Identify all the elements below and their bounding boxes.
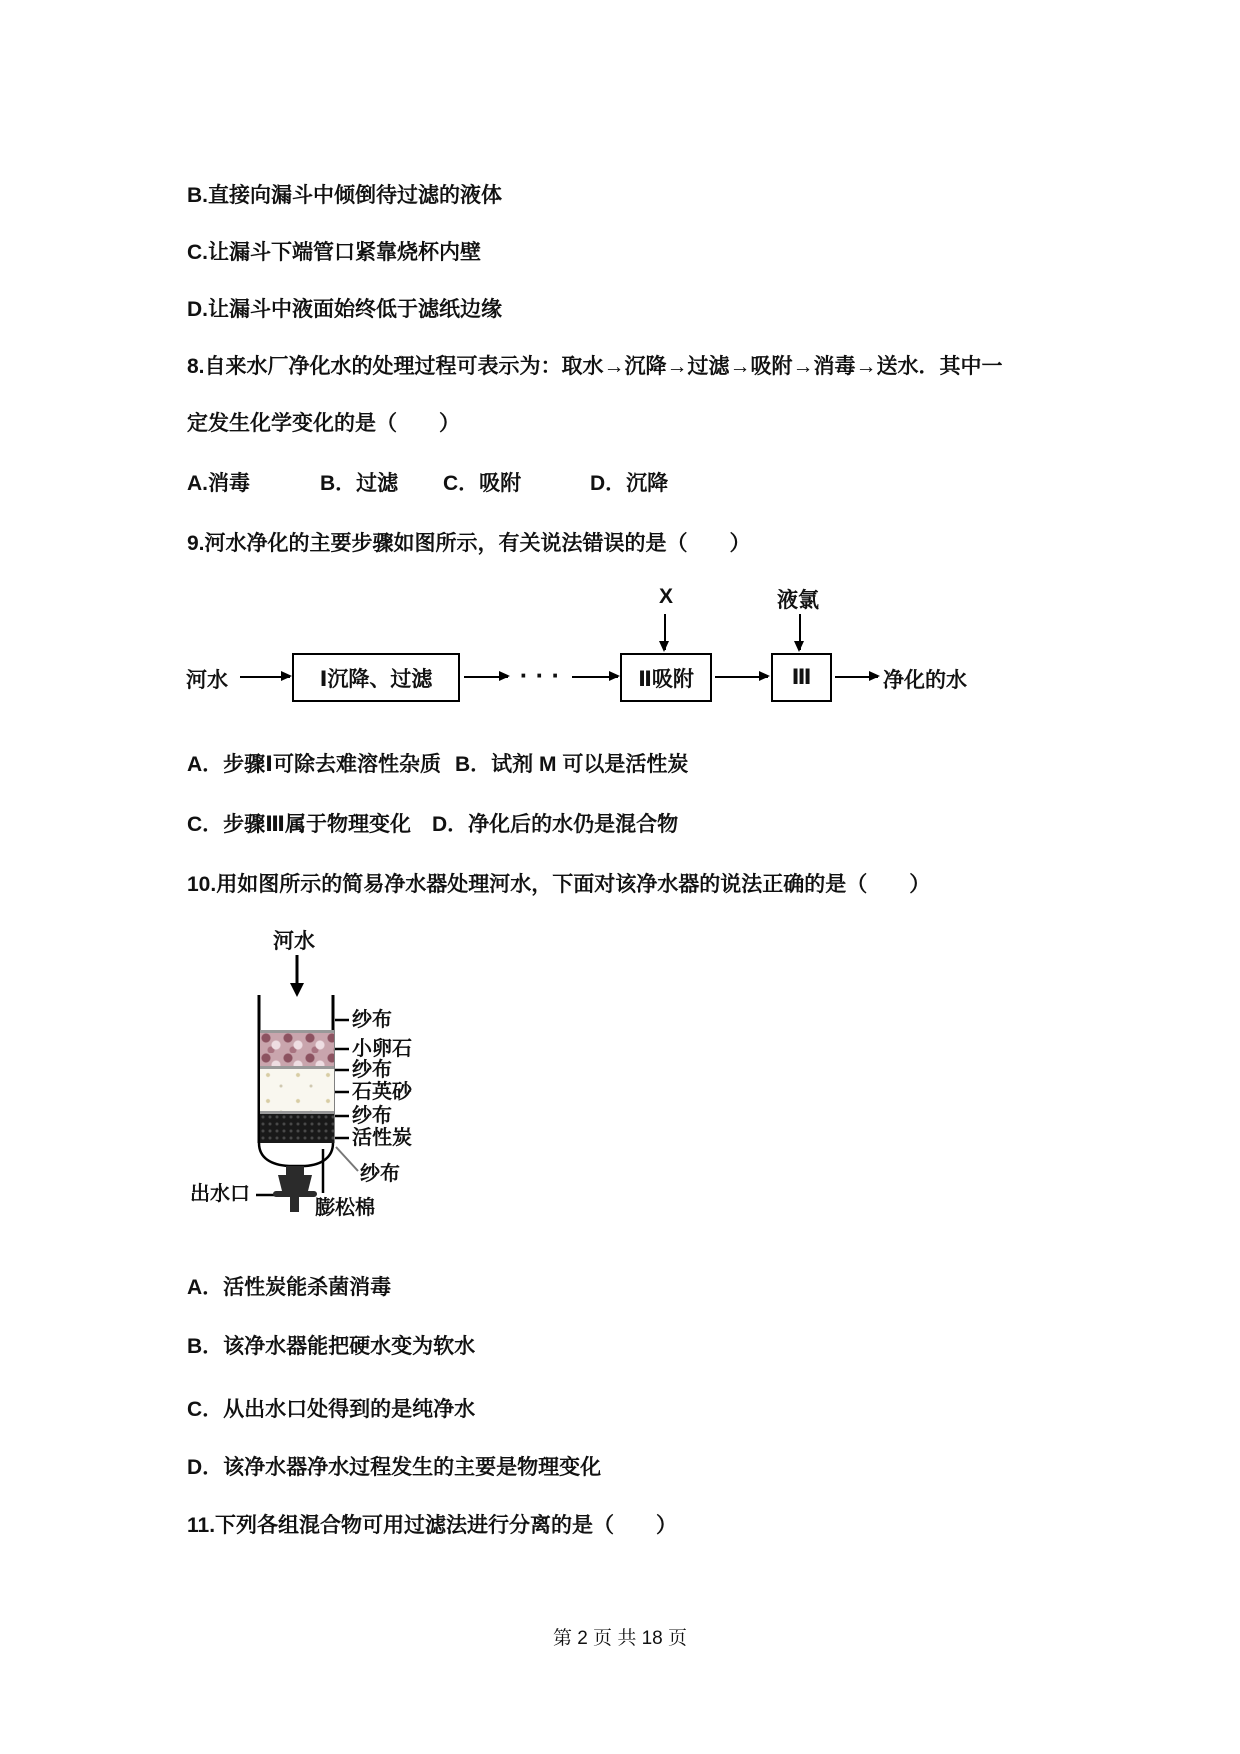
q10-option-a bbox=[187, 1274, 391, 1302]
q8-option-d bbox=[590, 470, 668, 498]
filter-label-fluffy-cotton: 膨松棉 bbox=[315, 1197, 375, 1219]
filter-label-gauze-1: 纱布 bbox=[352, 1009, 392, 1031]
filter-outlet-label: 出水口 bbox=[190, 1183, 250, 1205]
flow-ellipsis: · · · bbox=[519, 660, 561, 690]
filter-label-activated-carbon: 活性炭 bbox=[352, 1127, 412, 1149]
q9-stem bbox=[187, 530, 751, 558]
option-letter: D． bbox=[187, 1456, 224, 1479]
option-text: 试剂 M 可以是活性炭 bbox=[491, 753, 689, 776]
option-text: 吸附 bbox=[479, 472, 522, 495]
stem-text: 定发生化学变化的是（ ） bbox=[187, 412, 460, 435]
stem-text: 下列各组混合物可用过滤法进行分离的是（ ） bbox=[215, 1514, 678, 1537]
q8-option-c bbox=[443, 470, 521, 498]
filter-layer-quartz-sand bbox=[260, 1066, 334, 1111]
flow-output-label: 净化的水 bbox=[883, 669, 967, 692]
flow-arrow-chlorine-down bbox=[799, 614, 801, 650]
stem-text: 自来水厂净化水的处理过程可表示为：取水→沉降→过滤→吸附→消毒→送水．其中一 bbox=[204, 355, 1003, 378]
question-number: 11. bbox=[187, 1514, 216, 1537]
q11-stem bbox=[187, 1512, 677, 1540]
filter-label-pebbles: 小卵石 bbox=[352, 1038, 412, 1060]
filter-label-gauze-4: 纱布 bbox=[360, 1163, 400, 1185]
option-text: 净化后的水仍是混合物 bbox=[468, 813, 679, 836]
flow-box-step2: Ⅱ吸附 bbox=[620, 653, 712, 702]
flow-arrow-5 bbox=[835, 676, 878, 678]
option-letter: D． bbox=[432, 813, 469, 836]
filter-label-quartz-sand: 石英砂 bbox=[352, 1081, 412, 1103]
filter-label-gauze-2: 纱布 bbox=[352, 1059, 392, 1081]
option-letter: C． bbox=[443, 472, 480, 495]
filter-label-gauze-3: 纱布 bbox=[352, 1105, 392, 1127]
filter-input-label: 河水 bbox=[273, 930, 315, 953]
flow-box-step1: Ⅰ沉降、过滤 bbox=[292, 653, 460, 702]
question-number: 10. bbox=[187, 873, 217, 896]
q10-option-d bbox=[187, 1454, 601, 1482]
filter-layer-pebbles bbox=[260, 1030, 334, 1066]
q9-option-a bbox=[187, 751, 441, 779]
flow-reagent-liquid-chlorine-label: 液氯 bbox=[777, 589, 819, 612]
option-text: 步骤Ⅲ属于物理变化 bbox=[223, 813, 412, 836]
flow-arrow-x-down bbox=[664, 614, 666, 650]
option-text: 该净水器能把硬水变为软水 bbox=[223, 1335, 476, 1358]
flow-arrow-4 bbox=[715, 676, 768, 678]
option-letter: A． bbox=[187, 753, 224, 776]
q9-option-d bbox=[432, 811, 678, 839]
q7-option-d bbox=[187, 296, 502, 324]
q10-stem bbox=[187, 871, 930, 899]
option-text: 过滤 bbox=[356, 472, 399, 495]
option-text: 让漏斗中液面始终低于滤纸边缘 bbox=[208, 298, 502, 321]
option-text: 该净水器净水过程发生的主要是物理变化 bbox=[223, 1456, 602, 1479]
q9-option-b bbox=[455, 751, 688, 779]
q10-option-b bbox=[187, 1333, 475, 1361]
flow-arrow-3 bbox=[572, 676, 618, 678]
q7-option-b bbox=[187, 182, 502, 210]
q8-option-b bbox=[320, 470, 398, 498]
filter-layer-activated-carbon bbox=[260, 1111, 334, 1143]
option-letter: B． bbox=[320, 472, 357, 495]
flow-arrow-1 bbox=[240, 676, 290, 678]
option-letter: D． bbox=[590, 472, 627, 495]
option-text: 让漏斗下端管口紧靠烧杯内壁 bbox=[208, 241, 481, 264]
question-number: 9. bbox=[187, 532, 205, 555]
q10-option-c bbox=[187, 1396, 475, 1424]
option-text: 直接向漏斗中倾倒待过滤的液体 bbox=[208, 184, 502, 207]
question-number: 8. bbox=[187, 355, 205, 378]
option-text: 步骤Ⅰ可除去难溶性杂质 bbox=[223, 753, 441, 776]
option-letter: D. bbox=[187, 298, 208, 321]
option-letter: C. bbox=[187, 241, 208, 264]
option-letter: C． bbox=[187, 813, 224, 836]
option-text: 活性炭能杀菌消毒 bbox=[223, 1276, 392, 1299]
q7-option-c bbox=[187, 239, 481, 267]
option-letter: B． bbox=[455, 753, 492, 776]
flow-source-label: 河水 bbox=[186, 669, 228, 692]
stem-text: 用如图所示的简易净水器处理河水，下面对该净水器的说法正确的是（ ） bbox=[216, 873, 931, 896]
water-filter-diagram bbox=[160, 925, 520, 1235]
q8-stem-line2 bbox=[187, 410, 460, 438]
q8-stem-line1 bbox=[187, 353, 1003, 381]
option-letter: B. bbox=[187, 184, 208, 207]
option-text: 沉降 bbox=[626, 472, 669, 495]
flow-arrow-2 bbox=[464, 676, 508, 678]
stem-text: 河水净化的主要步骤如图所示，有关说法错误的是（ ） bbox=[204, 532, 751, 555]
flow-reagent-x-label: X bbox=[658, 585, 673, 608]
flow-box-step3: Ⅲ bbox=[771, 653, 832, 702]
option-text: 消毒 bbox=[208, 472, 250, 495]
page-number-footer: 第 2 页 共 18 页 bbox=[552, 1628, 688, 1649]
option-letter: C． bbox=[187, 1398, 224, 1421]
q9-option-c bbox=[187, 811, 411, 839]
option-letter: B． bbox=[187, 1335, 224, 1358]
option-letter: A. bbox=[187, 472, 208, 495]
option-text: 从出水口处得到的是纯净水 bbox=[223, 1398, 476, 1421]
q8-option-a bbox=[187, 470, 250, 498]
option-letter: A． bbox=[187, 1276, 224, 1299]
